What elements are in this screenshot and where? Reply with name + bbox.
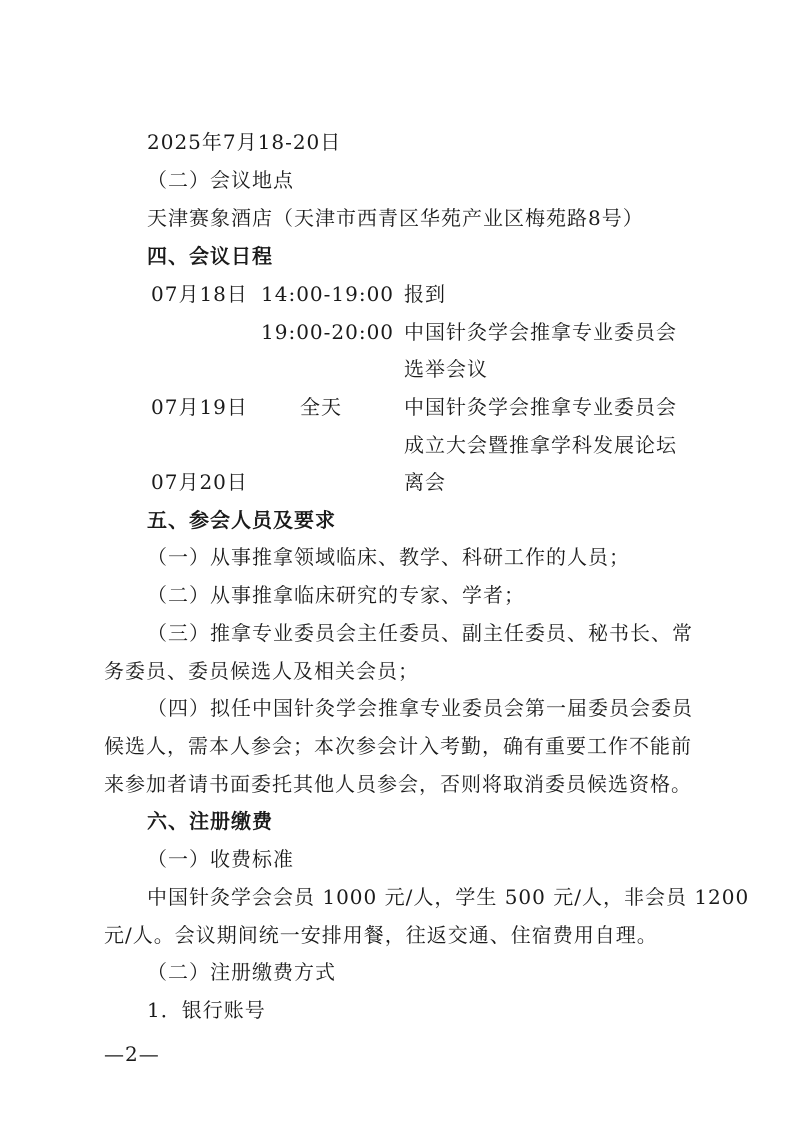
venue-text: 天津赛象酒店（天津市西青区华苑产业区梅苑路8号） — [147, 206, 644, 230]
attendees-heading: 五、参会人员及要求 — [147, 508, 336, 532]
schedule-item: 中国针灸学会推拿专业委员会 — [404, 395, 677, 419]
attendees-line: 务委员、委员候选人及相关会员； — [104, 659, 419, 683]
attendees-line: （三）推拿专业委员会主任委员、副主任委员、秘书长、常 — [147, 621, 693, 645]
schedule-date: 07月20日 — [151, 470, 248, 494]
schedule-item: 离会 — [404, 470, 446, 494]
schedule-item-continued: 选举会议 — [404, 357, 488, 381]
schedule-item: 报到 — [404, 282, 446, 306]
schedule-date: 07月19日 — [151, 395, 248, 419]
venue-label: （二）会议地点 — [147, 168, 294, 192]
page-number: —2— — [104, 1042, 160, 1066]
attendees-line: （一）从事推拿领域临床、教学、科研工作的人员； — [147, 545, 630, 569]
fee-method-label: （二）注册缴费方式 — [147, 960, 336, 984]
fee-standard-text: 中国针灸学会会员 1000 元/人，学生 500 元/人，非会员 1200 — [147, 885, 750, 909]
schedule-time: 全天 — [300, 395, 342, 419]
attendees-line: （四）拟任中国针灸学会推拿专业委员会第一届委员会委员 — [147, 696, 693, 720]
schedule-date: 07月18日 — [151, 282, 248, 306]
schedule-item: 中国针灸学会推拿专业委员会 — [404, 320, 677, 344]
fees-heading: 六、注册缴费 — [147, 809, 273, 833]
schedule-time: 19:00-20:00 — [261, 320, 395, 344]
schedule-time: 14:00-19:00 — [261, 282, 395, 306]
attendees-line: 来参加者请书面委托其他人员参会，否则将取消委员候选资格。 — [104, 772, 692, 796]
bank-account-label: 1．银行账号 — [147, 998, 266, 1022]
fee-standard-label: （一）收费标准 — [147, 847, 294, 871]
attendees-line: （二）从事推拿临床研究的专家、学者； — [147, 583, 525, 607]
attendees-line: 候选人，需本人参会；本次参会计入考勤，确有重要工作不能前 — [104, 734, 692, 758]
schedule-item-continued: 成立大会暨推拿学科发展论坛 — [404, 433, 677, 457]
meeting-date: 2025年7月18-20日 — [147, 130, 342, 154]
schedule-heading: 四、会议日程 — [147, 244, 273, 268]
fee-standard-text: 元/人。会议期间统一安排用餐，往返交通、住宿费用自理。 — [104, 923, 658, 947]
